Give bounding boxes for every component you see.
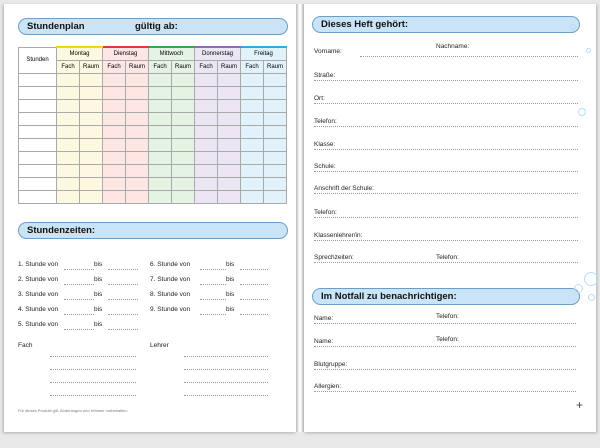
hour-cell bbox=[19, 190, 57, 203]
subject-column-header bbox=[195, 60, 218, 73]
table-row bbox=[19, 112, 287, 125]
subject-cell bbox=[241, 177, 264, 190]
subject-cell bbox=[195, 73, 218, 86]
subject-cell bbox=[149, 125, 172, 138]
end-time-line bbox=[240, 299, 268, 300]
valid-from-label: gültig ab: bbox=[135, 21, 178, 32]
subject-cell bbox=[195, 164, 218, 177]
subject-cell bbox=[149, 112, 172, 125]
subject-cell bbox=[241, 99, 264, 112]
fach-label: Fach bbox=[61, 63, 75, 70]
room-cell bbox=[126, 138, 149, 151]
office-hours-phone-label: Telefon: bbox=[436, 254, 459, 261]
subject-cell bbox=[103, 112, 126, 125]
street-label: Straße: bbox=[314, 72, 336, 79]
start-time-line bbox=[64, 314, 94, 315]
table-row bbox=[19, 164, 287, 177]
start-time-line bbox=[200, 314, 226, 315]
lesson-time-label: 6. Stunde von bbox=[150, 261, 191, 268]
room-cell bbox=[218, 138, 241, 151]
fill-line bbox=[314, 149, 578, 150]
subject-cell bbox=[57, 138, 80, 151]
subject-cell bbox=[241, 73, 264, 86]
room-cell bbox=[218, 112, 241, 125]
fach-label: Fach bbox=[245, 63, 259, 70]
room-cell bbox=[264, 112, 287, 125]
room-cell bbox=[218, 190, 241, 203]
crosshair-mark: + bbox=[576, 398, 584, 412]
times-title: Stundenzeiten: bbox=[27, 225, 96, 236]
lastname-label: Nachname: bbox=[436, 43, 470, 50]
fill-line bbox=[314, 240, 578, 241]
room-cell bbox=[126, 86, 149, 99]
lesson-time-label: 8. Stunde von bbox=[150, 291, 191, 298]
hours-label: Stunden bbox=[26, 57, 49, 63]
subject-cell bbox=[195, 99, 218, 112]
room-cell bbox=[264, 125, 287, 138]
start-time-line bbox=[200, 284, 226, 285]
table-row bbox=[19, 73, 287, 86]
raum-label: Raum bbox=[128, 63, 145, 70]
teacher-line bbox=[184, 369, 268, 370]
emergency-phone-label: Telefon: bbox=[436, 313, 459, 320]
phone-label: Telefon: bbox=[314, 118, 337, 125]
decorative-bubble bbox=[578, 108, 586, 116]
day-header-montag bbox=[57, 47, 103, 60]
room-cell bbox=[218, 73, 241, 86]
subject-cell bbox=[103, 125, 126, 138]
subject-column-header bbox=[103, 60, 126, 73]
table-row bbox=[19, 177, 287, 190]
subject-cell bbox=[241, 125, 264, 138]
room-cell bbox=[172, 190, 195, 203]
subject-cell bbox=[195, 125, 218, 138]
start-time-line bbox=[64, 269, 94, 270]
subject-cell bbox=[57, 86, 80, 99]
day-header-freitag bbox=[241, 47, 287, 60]
room-cell bbox=[218, 86, 241, 99]
subject-cell bbox=[241, 112, 264, 125]
table-row bbox=[19, 125, 287, 138]
blood-type-line bbox=[314, 369, 576, 370]
office-hours-label: Sprechzeiten: bbox=[314, 254, 354, 261]
hour-cell bbox=[19, 112, 57, 125]
subject-cell bbox=[57, 112, 80, 125]
room-cell bbox=[80, 99, 103, 112]
table-row bbox=[19, 86, 287, 99]
school-label: Schule: bbox=[314, 163, 336, 170]
bis-label: bis bbox=[94, 306, 103, 313]
lesson-time-label: 2. Stunde von bbox=[18, 276, 59, 283]
fach-label: Fach bbox=[153, 63, 167, 70]
subject-label: Fach bbox=[18, 342, 33, 349]
subject-line bbox=[50, 356, 136, 357]
subject-line bbox=[50, 395, 136, 396]
room-cell bbox=[80, 177, 103, 190]
decorative-bubble bbox=[584, 272, 598, 286]
subject-cell bbox=[149, 164, 172, 177]
subject-cell bbox=[241, 138, 264, 151]
subject-cell bbox=[241, 86, 264, 99]
room-cell bbox=[126, 99, 149, 112]
room-cell bbox=[80, 164, 103, 177]
hour-cell bbox=[19, 73, 57, 86]
end-time-line bbox=[240, 269, 268, 270]
fach-label: Fach bbox=[107, 63, 121, 70]
hour-cell bbox=[19, 151, 57, 164]
subject-cell bbox=[57, 99, 80, 112]
subject-column-header bbox=[57, 60, 80, 73]
subject-cell bbox=[103, 138, 126, 151]
firstname-line bbox=[360, 56, 578, 57]
subject-cell bbox=[57, 177, 80, 190]
day-header-donnerstag bbox=[195, 47, 241, 60]
bis-label: bis bbox=[226, 261, 235, 268]
timetable bbox=[18, 46, 287, 204]
hour-cell bbox=[19, 99, 57, 112]
end-time-line bbox=[108, 299, 138, 300]
right-page bbox=[304, 4, 596, 432]
room-cell bbox=[126, 190, 149, 203]
subject-cell bbox=[103, 151, 126, 164]
hour-cell bbox=[19, 177, 57, 190]
subject-cell bbox=[57, 190, 80, 203]
day-header-row bbox=[19, 47, 287, 60]
start-time-line bbox=[64, 299, 94, 300]
subject-cell bbox=[149, 73, 172, 86]
room-cell bbox=[126, 177, 149, 190]
subject-cell bbox=[241, 164, 264, 177]
subject-cell bbox=[57, 73, 80, 86]
room-cell bbox=[218, 99, 241, 112]
subject-cell bbox=[149, 177, 172, 190]
day-name: Montag bbox=[69, 50, 90, 57]
hour-cell bbox=[19, 164, 57, 177]
teacher-line bbox=[184, 395, 268, 396]
day-name: Dienstag bbox=[113, 50, 138, 57]
bis-label: bis bbox=[94, 261, 103, 268]
room-cell bbox=[80, 151, 103, 164]
school-phone-label: Telefon: bbox=[314, 209, 337, 216]
emergency-name-label: Name: bbox=[314, 315, 334, 322]
room-cell bbox=[172, 151, 195, 164]
room-cell bbox=[172, 125, 195, 138]
blood-type-label: Blutgruppe: bbox=[314, 361, 348, 368]
hours-corner-cell bbox=[19, 47, 57, 73]
bis-label: bis bbox=[94, 291, 103, 298]
room-cell bbox=[126, 112, 149, 125]
room-column-header bbox=[126, 60, 149, 73]
subject-cell bbox=[103, 164, 126, 177]
room-cell bbox=[80, 73, 103, 86]
raum-label: Raum bbox=[220, 63, 237, 70]
lesson-time-label: 3. Stunde von bbox=[18, 291, 59, 298]
fill-line bbox=[314, 126, 578, 127]
subject-cell bbox=[195, 86, 218, 99]
subject-cell bbox=[57, 164, 80, 177]
subject-cell bbox=[103, 73, 126, 86]
room-cell bbox=[218, 151, 241, 164]
room-cell bbox=[126, 125, 149, 138]
room-cell bbox=[172, 164, 195, 177]
day-name: Mittwoch bbox=[159, 50, 184, 57]
room-cell bbox=[218, 164, 241, 177]
emergency-name-line bbox=[314, 323, 576, 324]
start-time-line bbox=[64, 284, 94, 285]
room-cell bbox=[172, 73, 195, 86]
emergency-phone2-label: Telefon: bbox=[436, 336, 459, 343]
room-cell bbox=[80, 190, 103, 203]
table-row bbox=[19, 138, 287, 151]
teacher-label: Lehrer bbox=[150, 342, 169, 349]
bis-label: bis bbox=[226, 276, 235, 283]
room-cell bbox=[264, 86, 287, 99]
subject-column-header bbox=[149, 60, 172, 73]
subject-cell bbox=[149, 138, 172, 151]
teacher-line bbox=[184, 382, 268, 383]
room-column-header bbox=[218, 60, 241, 73]
subject-line bbox=[50, 382, 136, 383]
room-cell bbox=[218, 125, 241, 138]
emergency-title: Im Notfall zu benachrichtigen: bbox=[321, 291, 457, 302]
raum-label: Raum bbox=[266, 63, 283, 70]
hour-cell bbox=[19, 86, 57, 99]
room-cell bbox=[172, 86, 195, 99]
fill-line bbox=[314, 103, 578, 104]
subject-cell bbox=[195, 138, 218, 151]
hour-cell bbox=[19, 125, 57, 138]
end-time-line bbox=[108, 329, 138, 330]
lesson-time-label: 4. Stunde von bbox=[18, 306, 59, 313]
room-cell bbox=[172, 112, 195, 125]
firstname-label: Vorname: bbox=[314, 48, 342, 55]
day-header-mittwoch bbox=[149, 47, 195, 60]
fill-line bbox=[314, 80, 578, 81]
subject-cell bbox=[103, 177, 126, 190]
allergies-line bbox=[314, 391, 576, 392]
subheader-row bbox=[19, 60, 287, 73]
subject-cell bbox=[241, 151, 264, 164]
subject-cell bbox=[241, 190, 264, 203]
room-cell bbox=[264, 99, 287, 112]
fill-line bbox=[314, 217, 578, 218]
allergies-label: Allergien: bbox=[314, 383, 342, 390]
room-cell bbox=[172, 99, 195, 112]
subject-cell bbox=[57, 125, 80, 138]
class-teacher-label: Klassenlehrer/in: bbox=[314, 232, 363, 239]
subject-cell bbox=[103, 99, 126, 112]
end-time-line bbox=[108, 284, 138, 285]
start-time-line bbox=[64, 329, 94, 330]
emergency-name2-label: Name: bbox=[314, 338, 334, 345]
raum-label: Raum bbox=[174, 63, 191, 70]
room-cell bbox=[80, 125, 103, 138]
room-column-header bbox=[80, 60, 103, 73]
decorative-bubble bbox=[586, 48, 591, 53]
room-cell bbox=[264, 138, 287, 151]
end-time-line bbox=[108, 314, 138, 315]
times-header bbox=[18, 222, 288, 239]
room-cell bbox=[126, 151, 149, 164]
day-name: Freitag bbox=[254, 50, 273, 57]
left-page bbox=[4, 4, 296, 432]
subject-cell bbox=[195, 151, 218, 164]
room-cell bbox=[264, 164, 287, 177]
book-spine bbox=[296, 4, 304, 432]
subject-cell bbox=[149, 190, 172, 203]
room-cell bbox=[172, 138, 195, 151]
footnote-text: Für dieses Produkt gilt: Änderungen und Irrtümer vorbehalten. bbox=[18, 408, 128, 413]
subject-cell bbox=[103, 86, 126, 99]
timetable-title: Stundenplan bbox=[27, 21, 85, 32]
subject-cell bbox=[195, 177, 218, 190]
fach-label: Fach bbox=[199, 63, 213, 70]
table-row bbox=[19, 151, 287, 164]
class-label: Klasse: bbox=[314, 141, 336, 148]
subject-cell bbox=[195, 112, 218, 125]
hour-cell bbox=[19, 138, 57, 151]
decorative-bubble bbox=[574, 284, 583, 293]
subject-cell bbox=[149, 86, 172, 99]
emergency-header bbox=[312, 288, 580, 305]
teacher-line bbox=[184, 356, 268, 357]
subject-cell bbox=[57, 151, 80, 164]
table-row bbox=[19, 99, 287, 112]
end-time-line bbox=[240, 284, 268, 285]
start-time-line bbox=[200, 299, 226, 300]
bis-label: bis bbox=[94, 276, 103, 283]
subject-column-header bbox=[241, 60, 264, 73]
start-time-line bbox=[200, 269, 226, 270]
raum-label: Raum bbox=[82, 63, 99, 70]
lesson-time-label: 9. Stunde von bbox=[150, 306, 191, 313]
emergency-name2-line bbox=[314, 346, 576, 347]
room-cell bbox=[264, 151, 287, 164]
day-name: Donnerstag bbox=[201, 50, 234, 57]
room-column-header bbox=[172, 60, 195, 73]
bis-label: bis bbox=[226, 306, 235, 313]
subject-cell bbox=[149, 99, 172, 112]
school-address-label: Anschrift der Schule: bbox=[314, 185, 374, 192]
owner-header bbox=[312, 16, 580, 33]
room-cell bbox=[264, 190, 287, 203]
subject-cell bbox=[195, 190, 218, 203]
day-header-dienstag bbox=[103, 47, 149, 60]
room-cell bbox=[126, 164, 149, 177]
room-cell bbox=[264, 73, 287, 86]
timetable-header bbox=[18, 18, 288, 35]
city-label: Ort: bbox=[314, 95, 325, 102]
lesson-time-label: 7. Stunde von bbox=[150, 276, 191, 283]
fill-line bbox=[314, 193, 578, 194]
room-cell bbox=[172, 177, 195, 190]
room-cell bbox=[80, 112, 103, 125]
room-cell bbox=[264, 177, 287, 190]
lesson-time-label: 1. Stunde von bbox=[18, 261, 59, 268]
end-time-line bbox=[240, 314, 268, 315]
subject-line bbox=[50, 369, 136, 370]
room-cell bbox=[80, 86, 103, 99]
bis-label: bis bbox=[94, 321, 103, 328]
subject-cell bbox=[103, 190, 126, 203]
table-row bbox=[19, 190, 287, 203]
owner-title: Dieses Heft gehört: bbox=[321, 19, 409, 30]
room-column-header bbox=[264, 60, 287, 73]
decorative-bubble bbox=[588, 294, 595, 301]
subject-cell bbox=[149, 151, 172, 164]
lesson-time-label: 5. Stunde von bbox=[18, 321, 59, 328]
bis-label: bis bbox=[226, 291, 235, 298]
office-hours-line bbox=[314, 262, 578, 263]
room-cell bbox=[218, 177, 241, 190]
end-time-line bbox=[108, 269, 138, 270]
room-cell bbox=[80, 138, 103, 151]
fill-line bbox=[314, 171, 578, 172]
decorative-bubble bbox=[570, 24, 576, 30]
room-cell bbox=[126, 73, 149, 86]
